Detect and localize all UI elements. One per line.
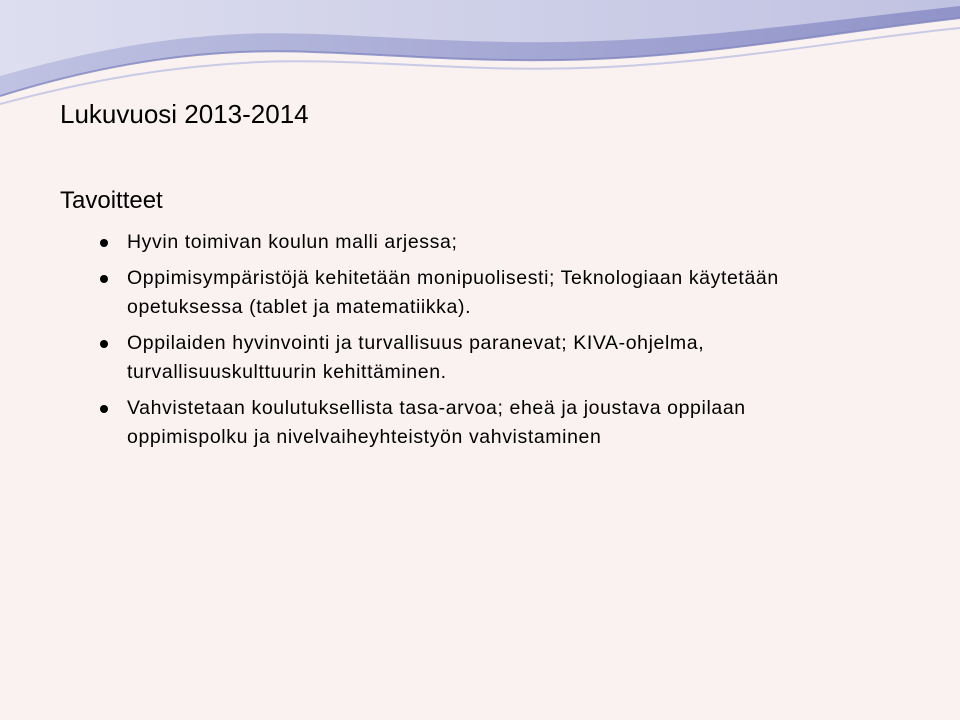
bullet-text-line: Oppimisympäristöjä kehitetään monipuolisesti; Teknologiaan käytetään	[127, 267, 779, 289]
bullet-dot-icon	[100, 239, 108, 247]
section-heading: Tavoitteet	[60, 187, 163, 214]
bullet-text-line: Hyvin toimivan koulun malli arjessa;	[127, 231, 458, 253]
bullet-dot-icon	[100, 275, 108, 283]
bullet-text-line: turvallisuuskulttuurin kehittäminen.	[127, 361, 447, 383]
bullet-text-line: opetuksessa (tablet ja matematiikka).	[127, 296, 472, 318]
bullet-text-line: Oppilaiden hyvinvointi ja turvallisuus paranevat; KIVA-ohjelma,	[127, 332, 705, 354]
bullet-item	[0, 329, 960, 387]
header-wave-decoration	[0, 0, 960, 110]
bullet-text-line: Vahvistetaan koulutuksellista tasa-arvoa; eheä ja joustava oppilaan	[127, 397, 746, 419]
bullet-dot-icon	[100, 340, 108, 348]
bullet-dot-icon	[100, 405, 108, 413]
bullet-item	[0, 228, 960, 257]
bullet-item	[0, 264, 960, 322]
bullet-list	[0, 228, 960, 459]
bullet-text-line: oppimispolku ja nivelvaiheyhteistyön vahvistaminen	[127, 426, 602, 448]
slide-title: Lukuvuosi 2013-2014	[60, 99, 309, 129]
bullet-item	[0, 394, 960, 452]
